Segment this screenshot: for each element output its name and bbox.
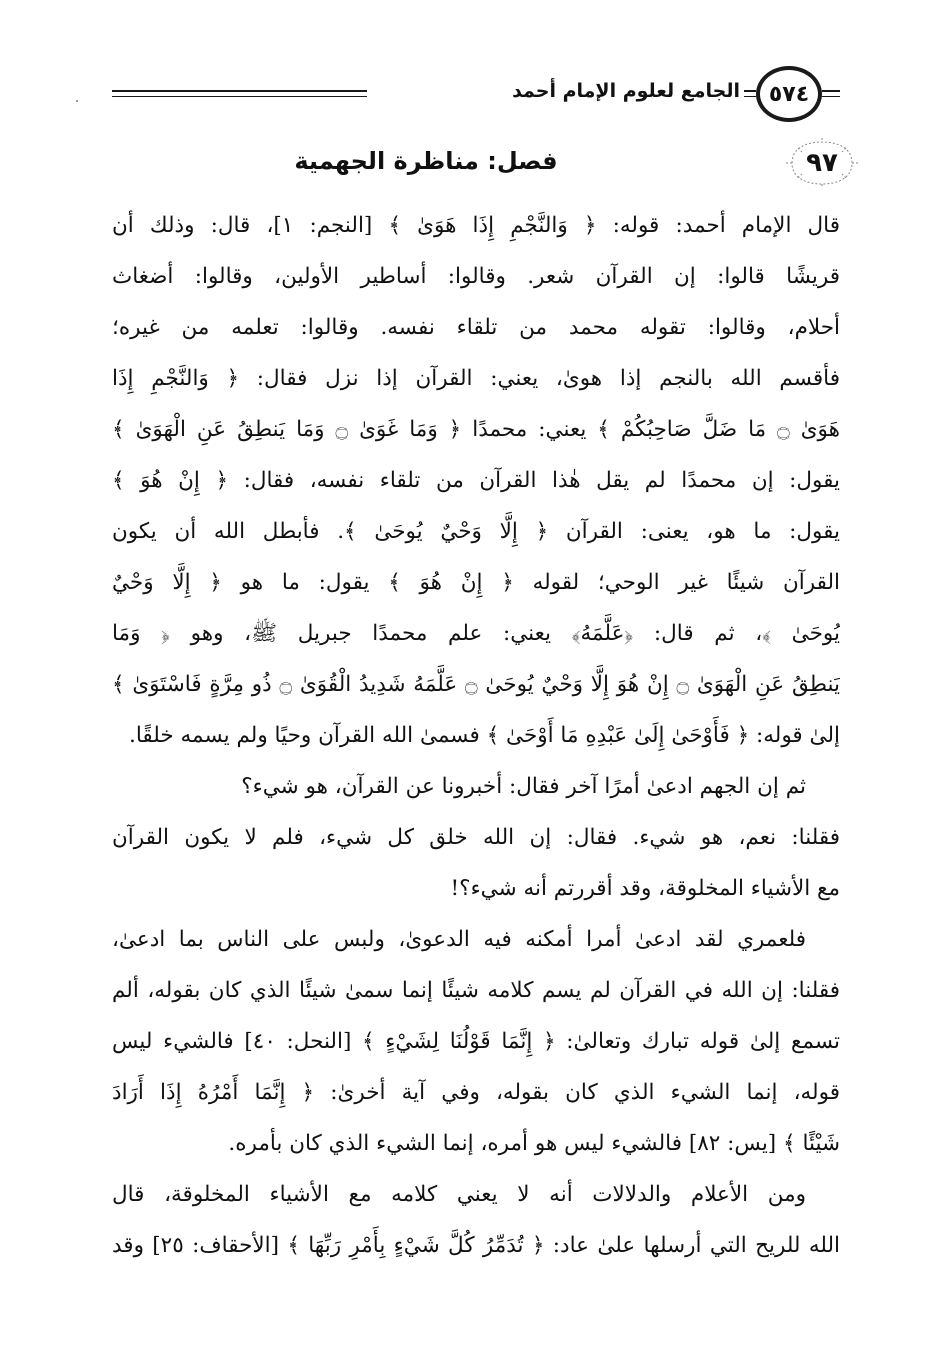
text-line: يَنطِقُ عَنِ الْهَوَىٰ ۝ إِنْ هُوَ إِلَّا وَحْيٌ يُوحَىٰ ۝ عَلَّمَهُ شَدِيدُ الْقُوَىٰ ۝ ذُو مِرَّةٍ فَاسْتَوَىٰ ﴾: [112, 672, 840, 697]
stray-mark: [76, 100, 78, 102]
text-line: أحلام، وقالوا: تقوله محمد من تلقاء نفسه. وقالوا: تعلمه من غيره؛: [112, 315, 840, 340]
text-line: قريشًا قالوا: إن القرآن شعر. وقالوا: أساطير الأولين، وقالوا: أضغاث: [112, 264, 840, 289]
text-line: فقلنا: نعم، هو شيء. فقال: إن الله خلق كل شيء، فلم لا يكون القرآن: [112, 825, 840, 850]
page-number: ٥٧٤: [768, 81, 810, 107]
text-line: مع الأشياء المخلوقة، وقد أقررتم أنه شيء؟!: [450, 876, 840, 901]
text-line: شَيْئًا ﴾ [يس: ٨٢] فالشيء ليس هو أمره، إنما الشيء الذي كان بأمره.: [228, 1131, 840, 1156]
text-line: تسمع إلىٰ قوله تبارك وتعالىٰ: ﴿ إِنَّمَا قَوْلُنَا لِشَيْءٍ ﴾ [النحل: ٤٠] فالشيء ليس: [112, 1029, 840, 1054]
text-line: يُوحَىٰ ﴾، ثم قال: ﴿عَلَّمَهُ﴾ يعني: علم محمدًا جبريل ﷺ، وهو ﴿ وَمَا: [112, 621, 840, 646]
body-text: [112, 200, 840, 1271]
header-rule-left: [112, 90, 367, 92]
text-line: فقلنا: إن الله في القرآن لم يسم كلامه شيئًا إنما سمىٰ شيئًا الذي كان بقوله، ألم: [112, 978, 840, 1003]
text-line: القرآن شيئًا غير الوحي؛ لقوله ﴿ إِنْ هُوَ ﴾ يقول: ما هو ﴿ إِلَّا وَحْيٌ: [112, 570, 840, 595]
text-line: فلعمري لقد ادعىٰ أمرا أمكنه فيه الدعوىٰ، ولبس على الناس بما ادعىٰ،: [112, 927, 806, 952]
header-rule-right-end-thin: [822, 96, 840, 97]
header-rule-after-title-thin: [744, 96, 756, 97]
running-title: الجامع لعلوم الإمام أحمد: [512, 80, 740, 102]
text-line: يقول: ما هو، يعنى: القرآن ﴿ إِلَّا وَحْيٌ يُوحَىٰ ﴾. فأبطل الله أن يكون: [112, 519, 840, 544]
text-line: إلىٰ قوله: ﴿ فَأَوْحَىٰ إِلَىٰ عَبْدِهِ مَا أَوْحَىٰ ﴾ فسمىٰ الله القرآن وحيًا ولم يسمه خلقًا.: [129, 723, 840, 748]
text-line: الله للريح التي أرسلها علىٰ عاد: ﴿ تُدَمِّرُ كُلَّ شَيْءٍ بِأَمْرِ رَبِّهَا ﴾ [الأحقاف: ٢٥] وقد: [112, 1233, 840, 1258]
section-number: ٩٧: [806, 148, 838, 178]
header-rule-right-end: [822, 90, 840, 92]
text-line: ثم إن الجهم ادعىٰ أمرًا آخر فقال: أخبرونا عن القرآن، هو شيء؟: [241, 774, 806, 799]
text-line: يقول: إن محمدًا لم يقل هٰذا القرآن من تلقاء نفسه، فقال: ﴿ إِنْ هُوَ ﴾: [112, 468, 840, 493]
text-line: هَوَىٰ ۝ مَا ضَلَّ صَاحِبُكُمْ ﴾ يعني: محمدًا ﴿ وَمَا غَوَىٰ ۝ وَمَا يَنطِقُ عَنِ الْهَوَىٰ ﴾: [112, 417, 840, 442]
section-heading: فصل: مناظرة الجهمية: [294, 147, 558, 175]
text-line: فأقسم الله بالنجم إذا هوىٰ، يعني: القرآن إذا نزل فقال: ﴿ وَالنَّجْمِ إِذَا: [112, 366, 840, 391]
page-number-oval: [756, 66, 822, 122]
text-line: قوله، إنما الشيء الذي كان بقوله، وفي آية أخرىٰ: ﴿ إِنَّمَا أَمْرُهُ إِذَا أَرَادَ: [112, 1080, 840, 1105]
header-rule-left-thin: [112, 96, 367, 97]
header-rule-after-title: [744, 90, 756, 92]
text-line: قال الإمام أحمد: قوله: ﴿ وَالنَّجْمِ إِذَا هَوَىٰ ﴾ [النجم: ١]، قال: وذلك أن: [112, 213, 840, 238]
text-line: ومن الأعلام والدلالات أنه لا يعني كلامه مع الأشياء المخلوقة، قال: [112, 1182, 806, 1207]
